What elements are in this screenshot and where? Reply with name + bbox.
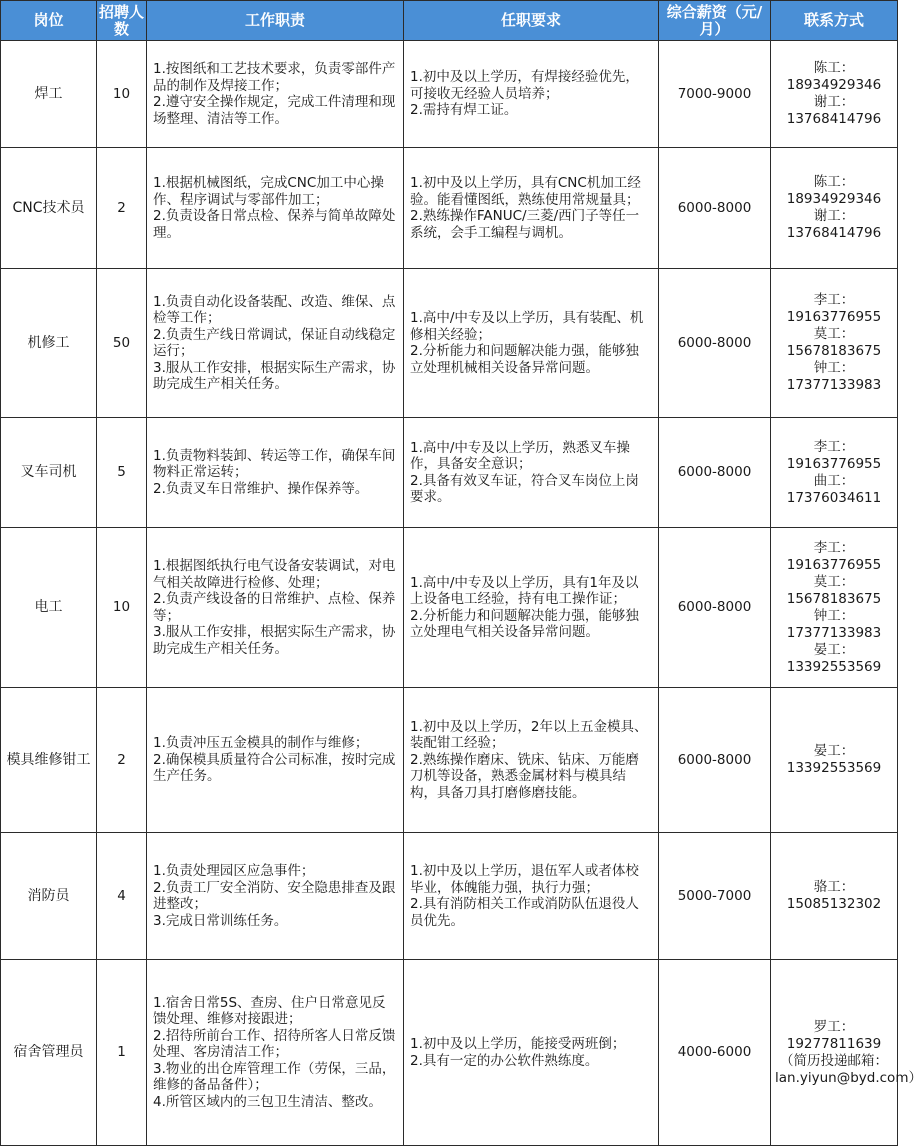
- header-requirements: 任职要求: [404, 1, 659, 41]
- salary-cell: 6000-8000: [659, 418, 771, 528]
- requirement-item: 2.熟练操作FANUC/三菱/西门子等任一系统，会手工编程与调机。: [410, 208, 640, 241]
- contact-line: 15678183675: [786, 590, 882, 607]
- contact-line: 谢工：: [813, 94, 855, 110]
- contact-line: 李工：: [813, 292, 855, 308]
- table-row: [1, 688, 898, 833]
- contact-line: lan.yiyun@byd.com）: [775, 1069, 922, 1086]
- contact-line: 17376034611: [786, 489, 882, 506]
- duties-cell: [147, 688, 404, 833]
- header-contact: 联系方式: [771, 1, 898, 41]
- requirement-item: 2.具有一定的办公软件熟练度。: [410, 1052, 599, 1069]
- headcount-cell: 1: [97, 960, 147, 1146]
- contact-line: 陈工：: [813, 60, 855, 76]
- requirements-cell: [404, 833, 659, 960]
- requirement-item: 1.初中及以上学历，2年以上五金模具、装配钳工经验；: [410, 718, 648, 752]
- duty-item: 3.物业的出仓库管理工作（劳保，三品，维修的备品备件）；: [153, 1060, 396, 1094]
- duty-item: 2.负责叉车日常维护、操作保养等。: [153, 480, 369, 497]
- contact-line: 13392553569: [786, 760, 882, 776]
- salary-cell: 5000-7000: [659, 833, 771, 960]
- contact-line: 莫工：: [813, 573, 855, 590]
- duty-item: 2.负责工厂安全消防、安全隐患排查及跟进整改；: [153, 879, 396, 912]
- contact-line: 钟工：: [813, 607, 855, 624]
- duty-item: 2.遵守安全操作规定，完成工件清理和现场整理、清洁等工作。: [153, 94, 396, 127]
- requirement-item: 1.高中/中专及以上学历，具有装配、机修相关经验；: [410, 310, 644, 343]
- table-row: [1, 960, 898, 1146]
- requirements-cell: [404, 528, 659, 688]
- requirement-item: 1.高中/中专及以上学历，熟悉叉车操作，具备安全意识；: [410, 439, 630, 472]
- table-row: [1, 41, 898, 148]
- duty-item: 2.负责生产线日常调试，保证自动线稳定运行；: [153, 326, 396, 359]
- contact-line: 13768414796: [786, 225, 882, 241]
- duties-cell: [147, 269, 404, 418]
- contact-line: 李工：: [813, 438, 855, 455]
- duty-item: 1.负责自动化设备装配、改造、维保、点检等工作；: [153, 293, 396, 326]
- duty-item: 3.服从工作安排，根据实际生产需求，协助完成生产相关任务。: [153, 359, 396, 392]
- requirements-cell: [404, 269, 659, 418]
- contact-cell: [771, 148, 898, 269]
- headcount-cell: 5: [97, 418, 147, 528]
- headcount-cell: 4: [97, 833, 147, 960]
- salary-cell: 7000-9000: [659, 41, 771, 148]
- table-row: [1, 418, 898, 528]
- duty-item: 1.负责物料装卸、转运等工作，确保车间物料正常运转；: [153, 447, 396, 481]
- contact-line: 15678183675: [786, 343, 882, 359]
- table-row: [1, 528, 898, 688]
- salary-cell: 6000-8000: [659, 688, 771, 833]
- contact-line: 17377133983: [786, 624, 882, 641]
- requirement-item: 1.初中及以上学历，退伍军人或者体校毕业，体魄能力强，执行力强；: [410, 863, 639, 896]
- requirement-item: 1.高中/中专及以上学历，具有1年及以上设备电工经验，持有电工操作证；: [410, 574, 639, 607]
- salary-cell: 6000-8000: [659, 528, 771, 688]
- contact-line: 晏工：: [813, 743, 855, 759]
- contact-cell: [771, 418, 898, 528]
- duty-item: 3.完成日常训练任务。: [153, 912, 288, 929]
- salary-cell: 4000-6000: [659, 960, 771, 1146]
- contact-cell: [771, 688, 898, 833]
- contact-line: 18934929346: [786, 191, 882, 207]
- contact-line: 19163776955: [786, 309, 882, 325]
- duty-item: 1.按图纸和工艺技术要求，负责零部件产品的制作及焊接工作；: [153, 61, 396, 94]
- duty-item: 1.宿舍日常5S、查房、住户日常意见反馈处理、维修对接跟进；: [153, 994, 386, 1028]
- table-row: [1, 833, 898, 960]
- requirement-item: 1.初中及以上学历，有焊接经验优先，可接收无经验人员培养；: [410, 69, 639, 102]
- salary-cell: 6000-8000: [659, 269, 771, 418]
- contact-line: 曲工：: [813, 472, 855, 489]
- contact-line: （简历投递邮箱：: [780, 1052, 888, 1069]
- requirement-item: 1.初中及以上学历，具有CNC机加工经验。能看懂图纸，熟练使用常规量具；: [410, 175, 641, 208]
- headcount-cell: 2: [97, 148, 147, 269]
- position-cell: 电工: [1, 528, 97, 688]
- position-cell: 宿舍管理员: [1, 960, 97, 1146]
- requirements-cell: [404, 688, 659, 833]
- requirements-cell: [404, 960, 659, 1146]
- requirement-item: 2.具有消防相关工作或消防队伍退役人员优先。: [410, 896, 639, 929]
- contact-line: 骆工：: [813, 879, 855, 895]
- contact-line: 17377133983: [786, 377, 882, 393]
- contact-line: 19163776955: [786, 455, 882, 472]
- duties-cell: [147, 528, 404, 688]
- duties-cell: [147, 833, 404, 960]
- duty-item: 2.负责设备日常点检、保养与简单故障处理。: [153, 208, 396, 241]
- requirement-item: 2.熟练操作磨床、铣床、钻床、万能磨刀机等设备，熟悉金属材料与模具结构，具备刀具打磨修磨技能。: [410, 751, 639, 801]
- contact-line: 钟工：: [813, 360, 855, 376]
- contact-cell: [771, 833, 898, 960]
- duty-item: 1.根据图纸执行电气设备安装调试，对电气相关故障进行检修、处理；: [153, 558, 396, 591]
- contact-line: 李工：: [813, 539, 855, 556]
- table-body: [1, 41, 922, 1146]
- duties-cell: [147, 418, 404, 528]
- position-cell: 模具维修钳工: [1, 688, 97, 833]
- headcount-cell: 10: [97, 41, 147, 148]
- requirement-item: 2.具备有效叉车证，符合叉车岗位上岗要求。: [410, 472, 639, 505]
- contact-line: 谢工：: [813, 208, 855, 224]
- requirement-item: 2.分析能力和问题解决能力强，能够独立处理电气相关设备异常问题。: [410, 607, 639, 640]
- table-row: [1, 269, 898, 418]
- duty-item: 1.负责处理园区应急事件；: [153, 863, 315, 879]
- contact-line: 19163776955: [786, 556, 882, 573]
- position-cell: 叉车司机: [1, 418, 97, 528]
- duties-cell: [147, 960, 404, 1146]
- position-cell: 机修工: [1, 269, 97, 418]
- header-salary: 综合薪资（元/月）: [659, 1, 771, 41]
- header-headcount: 招聘人数: [97, 1, 147, 41]
- duty-item: 4.所管区域内的三包卫生清洁、整改。: [153, 1093, 382, 1110]
- header-row: [1, 1, 898, 41]
- contact-line: 19277811639: [786, 1035, 882, 1052]
- position-cell: 消防员: [1, 833, 97, 960]
- contact-cell: [771, 528, 898, 688]
- requirement-item: 2.需持有焊工证。: [410, 102, 518, 119]
- contact-line: 15085132302: [786, 896, 882, 912]
- duty-item: 1.负责冲压五金模具的制作与维修；: [153, 735, 369, 752]
- duty-item: 1.根据机械图纸，完成CNC加工中心操作、程序调试与零部件加工；: [153, 175, 384, 208]
- requirements-cell: [404, 41, 659, 148]
- duty-item: 2.负责产线设备的日常维护、点检、保养等；: [153, 591, 396, 624]
- position-cell: CNC技术员: [1, 148, 97, 269]
- position-cell: 焊工: [1, 41, 97, 148]
- contact-line: 莫工：: [813, 326, 855, 342]
- contact-line: 晏工：: [813, 641, 855, 658]
- contact-cell: [771, 269, 898, 418]
- header-duties: 工作职责: [147, 1, 404, 41]
- headcount-cell: 2: [97, 688, 147, 833]
- requirement-item: 1.初中及以上学历，能接受两班倒；: [410, 1036, 626, 1052]
- header-position: 岗位: [1, 1, 97, 41]
- duty-item: 2.招待所前台工作、招待所客人日常反馈处理、客房清洁工作；: [153, 1027, 396, 1061]
- contact-line: 13392553569: [786, 658, 882, 675]
- contact-cell: [771, 960, 922, 1146]
- headcount-cell: 10: [97, 528, 147, 688]
- contact-line: 13768414796: [786, 111, 882, 127]
- table-row: [1, 148, 898, 269]
- contact-line: 陈工：: [813, 174, 855, 190]
- duties-cell: [147, 41, 404, 148]
- salary-cell: 6000-8000: [659, 148, 771, 269]
- contact-cell: [771, 41, 898, 148]
- contact-line: 18934929346: [786, 77, 882, 93]
- requirements-cell: [404, 418, 659, 528]
- contact-line: 罗工：: [813, 1018, 855, 1035]
- headcount-cell: 50: [97, 269, 147, 418]
- duties-cell: [147, 148, 404, 269]
- requirement-item: 2.分析能力和问题解决能力强，能够独立处理机械相关设备异常问题。: [410, 343, 639, 376]
- duty-item: 3.服从工作安排，根据实际生产需求，协助完成生产相关任务。: [153, 624, 396, 657]
- duty-item: 2.确保模具质量符合公司标准，按时完成生产任务。: [153, 751, 396, 785]
- requirements-cell: [404, 148, 659, 269]
